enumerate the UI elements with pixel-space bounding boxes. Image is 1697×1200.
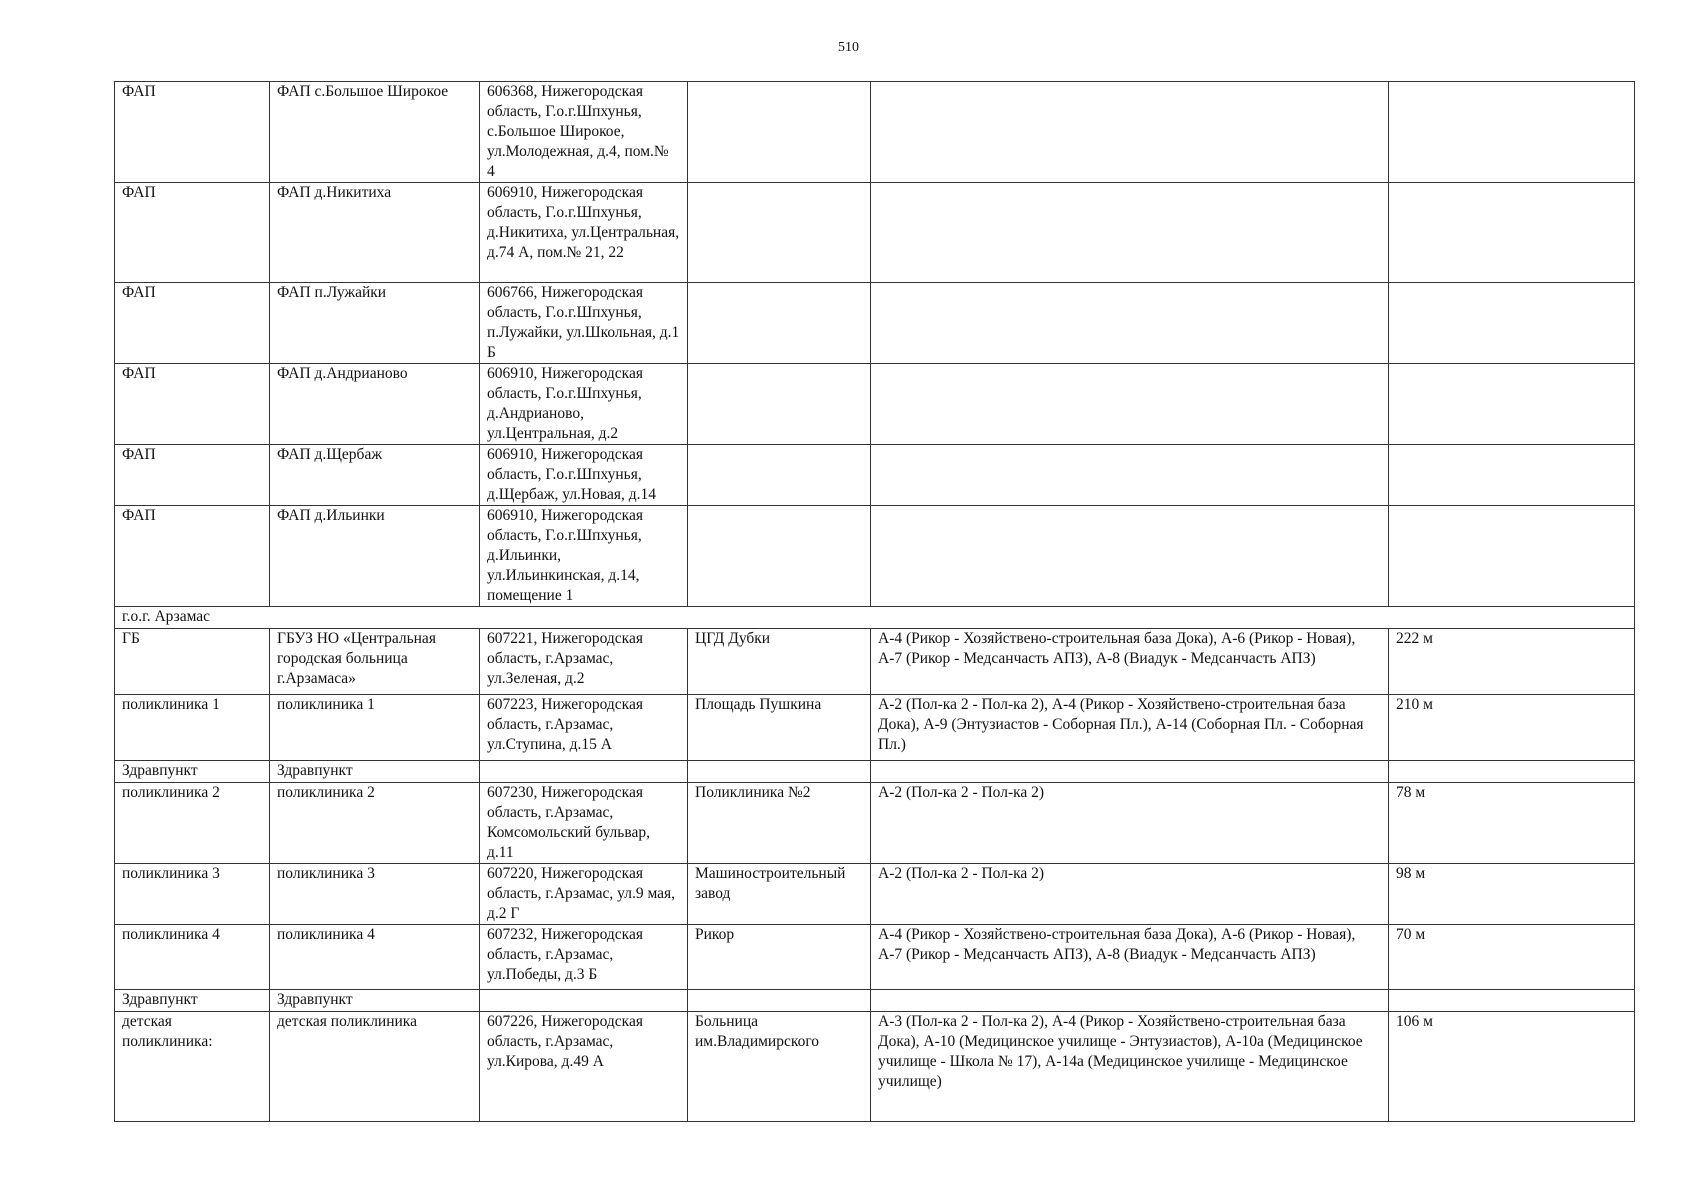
cell-routes [871,445,1389,506]
cell-type: детская поликлиника: [115,1012,270,1122]
cell-routes: А-2 (Пол-ка 2 - Пол-ка 2) [871,864,1389,925]
cell-address: 606766, Нижегородская область, Г.о.г.Шпхунья, п.Лужайки, ул.Школьная, д.1 Б [480,283,688,364]
cell-routes: А-3 (Пол-ка 2 - Пол-ка 2), А-4 (Рикор - Хозяйствено-строительная база Дока), А-10 (Медицинское училище - Энтузиастов), А-10а (Медицинское училище - Школа № 17), А-14а (Медицинское училище - Медицинское училище) [871,1012,1389,1122]
cell-type: Здравпункт [115,990,270,1012]
cell-stop [688,82,871,183]
cell-routes [871,283,1389,364]
cell-stop [688,183,871,283]
cell-name: поликлиника 4 [270,925,480,990]
cell-routes [871,183,1389,283]
cell-stop [688,761,871,783]
cell-address: 607230, Нижегородская область, г.Арзамас, Комсомольский бульвар, д.11 [480,783,688,864]
cell-distance [1389,445,1635,506]
cell-routes: А-2 (Пол-ка 2 - Пол-ка 2), А-4 (Рикор - Хозяйствено-строительная база Дока), А-9 (Энтузиастов - Соборная Пл.), А-14 (Соборная Пл. - Соборная Пл.) [871,695,1389,761]
cell-distance: 106 м [1389,1012,1635,1122]
table-row [115,283,1635,364]
cell-routes [871,506,1389,607]
table-row [115,629,1635,695]
cell-name: поликлиника 1 [270,695,480,761]
facilities-table [114,81,1635,1122]
cell-routes [871,364,1389,445]
page-number: 510 [838,40,859,55]
table-row [115,783,1635,864]
cell-type: Здравпункт [115,761,270,783]
table-row [115,761,1635,783]
cell-type: ФАП [115,283,270,364]
section-row [115,607,1635,629]
cell-distance: 98 м [1389,864,1635,925]
cell-address [480,761,688,783]
cell-stop: Площадь Пушкина [688,695,871,761]
cell-stop: Больница им.Владимирского [688,1012,871,1122]
cell-distance: 210 м [1389,695,1635,761]
cell-distance: 222 м [1389,629,1635,695]
cell-stop: ЦГД Дубки [688,629,871,695]
cell-stop: Поликлиника №2 [688,783,871,864]
cell-name: ГБУЗ НО «Центральная городская больница г.Арзамаса» [270,629,480,695]
cell-name: ФАП д.Никитиха [270,183,480,283]
cell-name: ФАП д.Ильинки [270,506,480,607]
cell-type: ФАП [115,82,270,183]
cell-distance [1389,82,1635,183]
cell-name: поликлиника 2 [270,783,480,864]
table-row [115,864,1635,925]
cell-type: ФАП [115,183,270,283]
cell-address: 607226, Нижегородская область, г.Арзамас, ул.Кирова, д.49 А [480,1012,688,1122]
cell-distance [1389,364,1635,445]
cell-address: 606910, Нижегородская область, Г.о.г.Шпхунья, д.Никитиха, ул.Центральная, д.74 А, пом.№ 21, 22 [480,183,688,283]
cell-distance [1389,990,1635,1012]
cell-distance [1389,183,1635,283]
table-row [115,506,1635,607]
cell-type: ГБ [115,629,270,695]
cell-stop [688,506,871,607]
cell-stop [688,445,871,506]
cell-address: 606910, Нижегородская область, Г.о.г.Шпхунья, д.Андрианово, ул.Центральная, д.2 [480,364,688,445]
cell-routes: А-2 (Пол-ка 2 - Пол-ка 2) [871,783,1389,864]
cell-type: ФАП [115,364,270,445]
cell-distance: 70 м [1389,925,1635,990]
cell-stop: Машиностроительный завод [688,864,871,925]
cell-routes [871,761,1389,783]
cell-address: 606910, Нижегородская область, Г.о.г.Шпхунья, д.Ильинки, ул.Ильинкинская, д.14, помещение 1 [480,506,688,607]
cell-name: детская поликлиника [270,1012,480,1122]
cell-name: Здравпункт [270,761,480,783]
cell-address: 607220, Нижегородская область, г.Арзамас, ул.9 мая, д.2 Г [480,864,688,925]
cell-name: ФАП с.Большое Широкое [270,82,480,183]
cell-address: 606368, Нижегородская область, Г.о.г.Шпхунья, с.Большое Широкое, ул.Молодежная, д.4, пом.№ 4 [480,82,688,183]
cell-distance: 78 м [1389,783,1635,864]
table-row [115,364,1635,445]
cell-address: 607221, Нижегородская область, г.Арзамас, ул.Зеленая, д.2 [480,629,688,695]
cell-distance [1389,506,1635,607]
cell-address: 607232, Нижегородская область, г.Арзамас, ул.Победы, д.3 Б [480,925,688,990]
cell-type: ФАП [115,445,270,506]
cell-distance [1389,283,1635,364]
cell-stop [688,283,871,364]
cell-routes [871,990,1389,1012]
cell-name: ФАП д.Андрианово [270,364,480,445]
table-row [115,445,1635,506]
cell-routes: А-4 (Рикор - Хозяйствено-строительная база Дока), А-6 (Рикор - Новая), А-7 (Рикор - Медсанчасть АПЗ), А-8 (Виадук - Медсанчасть АПЗ) [871,629,1389,695]
cell-type: поликлиника 4 [115,925,270,990]
cell-name: поликлиника 3 [270,864,480,925]
cell-type: поликлиника 1 [115,695,270,761]
table-row [115,990,1635,1012]
table-row [115,695,1635,761]
table-row [115,183,1635,283]
cell-routes: А-4 (Рикор - Хозяйствено-строительная база Дока), А-6 (Рикор - Новая), А-7 (Рикор - Медсанчасть АПЗ), А-8 (Виадук - Медсанчасть АПЗ) [871,925,1389,990]
cell-routes [871,82,1389,183]
cell-distance [1389,761,1635,783]
cell-name: Здравпункт [270,990,480,1012]
cell-address: 607223, Нижегородская область, г.Арзамас, ул.Ступина, д.15 А [480,695,688,761]
cell-stop: Рикор [688,925,871,990]
table-row [115,925,1635,990]
cell-address: 606910, Нижегородская область, Г.о.г.Шпхунья, д.Щербаж, ул.Новая, д.14 [480,445,688,506]
section-title: г.о.г. Арзамас [115,607,1635,629]
cell-stop [688,990,871,1012]
cell-type: ФАП [115,506,270,607]
cell-type: поликлиника 3 [115,864,270,925]
cell-stop [688,364,871,445]
table-row [115,1012,1635,1122]
cell-name: ФАП д.Щербаж [270,445,480,506]
cell-type: поликлиника 2 [115,783,270,864]
cell-address [480,990,688,1012]
table-row [115,82,1635,183]
cell-name: ФАП п.Лужайки [270,283,480,364]
